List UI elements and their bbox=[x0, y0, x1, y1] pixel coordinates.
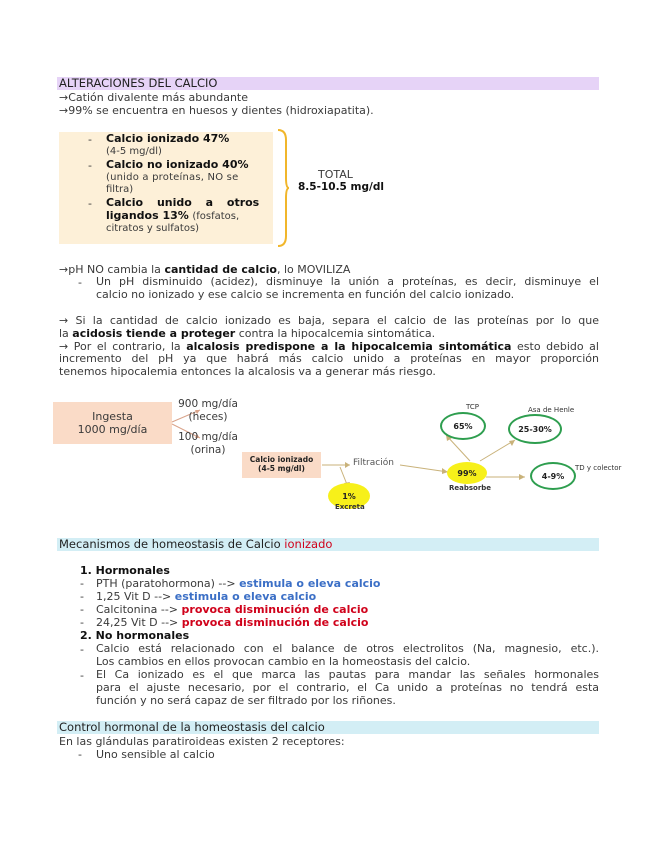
no-hormonal-item-2: El Ca ionizado es el que marca las pautas para mandar las señales hormonales para el ajuste necesario, por el contrario, el Ca unido a proteínas no tendrá esta función y no será capaz de ser filtrado por los riñones. bbox=[96, 668, 599, 707]
list-dash: - bbox=[80, 643, 84, 656]
list-dash: - bbox=[80, 669, 84, 682]
ph-line: →pH NO cambia la cantidad de calcio, lo MOVILIZA bbox=[59, 263, 351, 276]
orina-label: 100 mg/día (orina) bbox=[178, 431, 238, 456]
fraction-item-3: Calcio unido a otros ligandos 13% (fosfatos, citratos y sulfatos) bbox=[106, 196, 260, 234]
excreta-circle: 1% bbox=[328, 483, 370, 509]
heces-label: 900 mg/día (heces) bbox=[178, 398, 238, 423]
reabsorbe-circle: 99% bbox=[447, 462, 487, 484]
text-line: En las glándulas paratiroideas existen 2 receptores: bbox=[59, 735, 345, 748]
excreta-label: Excreta bbox=[335, 503, 365, 511]
fraction-item-1: Calcio ionizado 47% (4-5 mg/dl) bbox=[106, 132, 230, 157]
list-heading-no-hormonales: 2. No hormonales bbox=[80, 629, 190, 642]
text-line: →99% se encuentra en huesos y dientes (hidroxiapatita). bbox=[59, 104, 374, 117]
henle-circle: 25-30% bbox=[508, 414, 562, 444]
ph-detail: Un pH disminuido (acidez), disminuye la unión a proteínas, es decir, disminuye el calcio no ionizado y ese calcio se incrementa en función del calcio ionizado. bbox=[96, 275, 599, 301]
acidosis-paragraph: → Si la cantidad de calcio ionizado es baja, separa el calcio de las proteínas por lo que la acidosis tiende a proteger contra la hipocalcemia sintomática. → Por el contrario, la alcalosis predispone a la hipocalcemia sintomática esto debido al incremento del pH ya que habrá más calcio unido a proteínas en mayor proporción tenemos hipocalemia entonces la alcalosis va a generar más riesgo. bbox=[59, 314, 599, 379]
section-title: Mecanismos de homeostasis de Calcio ionizado bbox=[59, 537, 333, 551]
tcp-circle: 65% bbox=[440, 412, 486, 440]
reabsorbe-label: Reabsorbe bbox=[449, 484, 492, 492]
total-label: TOTAL bbox=[318, 168, 353, 181]
list-dash: - bbox=[88, 197, 92, 210]
section-title: ALTERACIONES DEL CALCIO bbox=[59, 76, 218, 90]
receptor-list: - Uno sensible al calcio bbox=[78, 748, 215, 761]
no-hormonal-item-1: Calcio está relacionado con el balance de otros electrolitos (Na, magnesio, etc.). Los cambios en ellos provocan cambio en la homeostasis del calcio. bbox=[96, 642, 599, 668]
ingesta-label: Ingesta 1000 mg/día bbox=[77, 410, 148, 436]
td-label: TD y colector bbox=[575, 464, 622, 472]
brace-icon bbox=[276, 128, 290, 248]
total-value: 8.5-10.5 mg/dl bbox=[298, 181, 384, 193]
calcio-ionizado-label: Calcio ionizado (4-5 mg/dl) bbox=[249, 455, 314, 473]
td-circle: 4-9% bbox=[530, 462, 576, 490]
list-dash: - bbox=[88, 133, 92, 146]
section-title: Control hormonal de la homeostasis del calcio bbox=[59, 720, 325, 734]
filtracion-label: Filtración bbox=[353, 458, 394, 468]
henle-label: Asa de Henle bbox=[528, 406, 575, 414]
tcp-label: TCP bbox=[466, 403, 479, 411]
fraction-item-2: Calcio no ionizado 40% (unido a proteínas, NO se filtra) bbox=[106, 158, 249, 195]
list-dash: - bbox=[88, 159, 92, 172]
list-heading-hormonales: 1. Hormonales bbox=[80, 564, 170, 577]
text-line: →Catión divalente más abundante bbox=[59, 91, 248, 104]
hormonal-list: - PTH (paratohormona) --> estimula o eleva calcio - 1,25 Vit D --> estimula o eleva calcio - Calcitonina --> provoca disminución de calcio - 24,25 Vit D --> provoca disminución de calcio bbox=[80, 577, 381, 629]
list-dash: - bbox=[78, 276, 82, 289]
